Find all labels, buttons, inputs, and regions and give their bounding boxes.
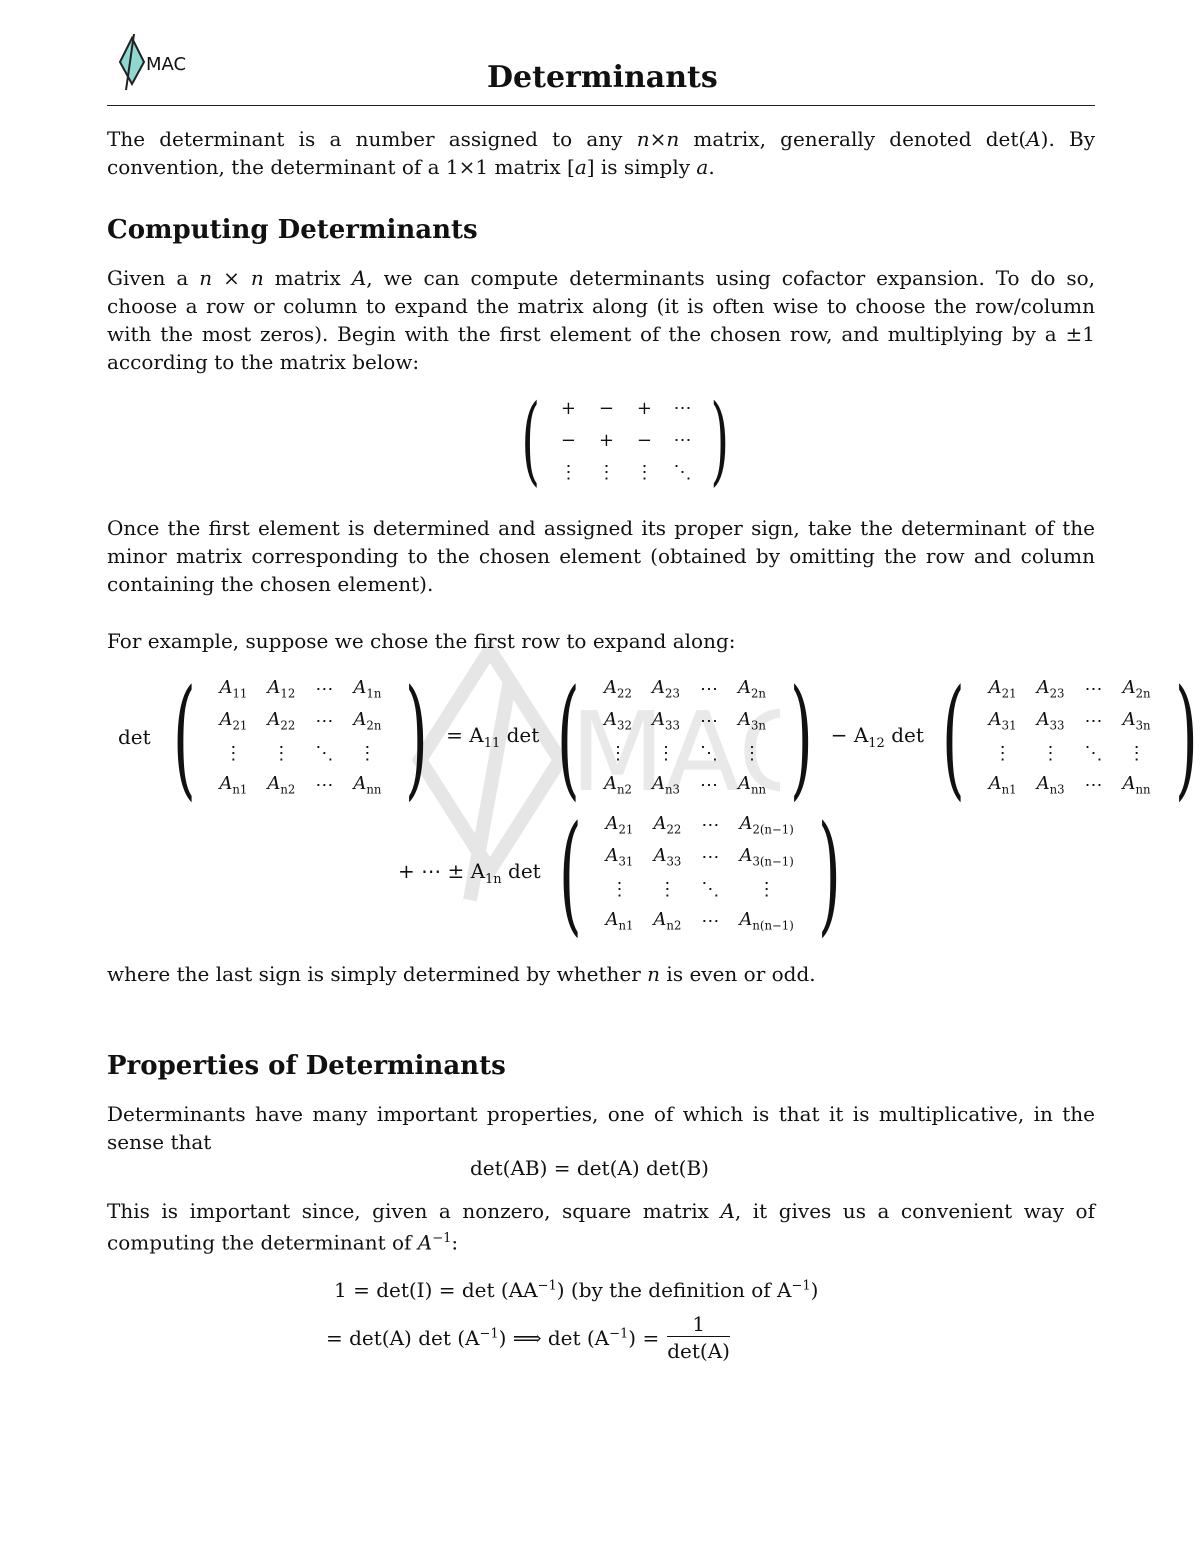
section2-paragraph-2: This is important since, given a nonzero, square matrix A, it gives us a convenient way of computing the determinant of $A^{-1}$: — [107, 1199, 1095, 1255]
matrix-row — [209, 769, 391, 801]
matrix-cell: $A_{n1}$ — [605, 909, 634, 933]
matrix-row — [549, 392, 701, 424]
matrix-cell: ⋯ — [1084, 710, 1103, 732]
matrix-cell: $A_{3(n-1)}$ — [739, 845, 794, 869]
matrix-cell: ⋮ — [658, 878, 677, 900]
section1-paragraph-4: where the last sign is simply determined by whether n is even or odd. — [107, 962, 816, 986]
matrix-cell: $A_{12}$ — [267, 677, 296, 701]
matrix-cell: ⋯ — [699, 710, 718, 732]
matrix-cell: $A_{21}$ — [605, 813, 634, 837]
matrix-cell: ⋯ — [315, 678, 334, 700]
sign-matrix-table — [549, 392, 701, 488]
inverse-equation-line-2: = det(A) $\det (A^{-1})$ ⟹ $\det (A^{-1})$ = 1 det(A) — [326, 1312, 730, 1363]
matrix-cell: $A_{2n}$ — [353, 709, 382, 733]
matrix-cell: ⋯ — [701, 846, 720, 868]
fraction — [667, 1312, 730, 1363]
matrix-cell: $A_{3n}$ — [1122, 709, 1151, 733]
matrix-cell: ⋮ — [757, 878, 776, 900]
matrix-cell: $A_{33}$ — [653, 845, 682, 869]
matrix-cell: $A_{n(n-1)}$ — [739, 909, 794, 933]
matrix-cell: ⋯ — [673, 397, 692, 419]
matrix-cell: $A_{31}$ — [988, 709, 1017, 733]
matrix-cell: ⋱ — [1084, 742, 1103, 764]
matrix-cell: $A_{1n}$ — [353, 677, 382, 701]
matrix-cell: $A_{n2}$ — [267, 773, 296, 797]
matrix-row — [549, 424, 701, 456]
page-title: Determinants — [487, 60, 718, 95]
fraction-numerator: 1 — [692, 1312, 705, 1336]
matrix-cell: ⋯ — [699, 678, 718, 700]
matrix-cell: ⋯ — [315, 774, 334, 796]
matrix-cell: + — [560, 397, 576, 419]
matrix-row — [595, 905, 803, 937]
matrix-row — [595, 873, 803, 905]
matrix-cell: ⋮ — [742, 742, 761, 764]
matrix-cell: $A_{33}$ — [652, 709, 680, 733]
multiplicative-equation: det(AB) = det(A) det(B) — [470, 1156, 709, 1180]
matrix-row — [979, 705, 1161, 737]
matrix-cell: $A_{22}$ — [653, 813, 682, 837]
intro-paragraph: The determinant is a number assigned to any n×n matrix, generally denoted det(A). By convention, the determinant of a 1×1 matrix [a] is simply a. — [107, 127, 1096, 179]
matrix-cell: $A_{nn}$ — [737, 773, 766, 797]
matrix-cell: $A_{nn}$ — [1122, 773, 1151, 797]
matrix-row — [209, 673, 391, 705]
matrix-cell: − — [560, 429, 576, 451]
matrix-cell: $A_{n3}$ — [651, 773, 680, 797]
matrix-cell: + — [636, 397, 652, 419]
matrix-cell: ⋯ — [699, 774, 718, 796]
matrix-cell: $A_{32}$ — [604, 709, 632, 733]
matrix-cell: ⋯ — [1084, 678, 1103, 700]
matrix-cell: ⋮ — [358, 742, 377, 764]
matrix-cell: ⋮ — [608, 742, 627, 764]
matrix-cell: + — [598, 429, 614, 451]
matrix-cell: $A_{21}$ — [219, 709, 248, 733]
matrix-row — [979, 769, 1161, 801]
matrix-cell: ⋯ — [315, 710, 334, 732]
matrix-cell: ⋮ — [1127, 742, 1146, 764]
matrix-cell: $A_{2(n-1)}$ — [739, 813, 794, 837]
matrix-cell: ⋮ — [559, 461, 578, 483]
matrix-cell: ⋮ — [1041, 742, 1060, 764]
matrix-row — [979, 737, 1161, 769]
matrix-row — [595, 841, 803, 873]
matrix-row — [209, 737, 391, 769]
matrix-cell: $A_{33}$ — [1036, 709, 1065, 733]
inverse-equation-line-1: $1 = \det(I) = \det (AA^{-1})$ (by the definition of $A^{-1}$) — [334, 1278, 819, 1302]
sign-matrix: ( + − + ⋯ − + − ⋯ ⋮ ⋮ ⋮ ⋱ ) — [521, 384, 730, 496]
matrix-cell: $A_{22}$ — [267, 709, 296, 733]
matrix-cell: ⋱ — [701, 878, 720, 900]
matrix-cell: ⋯ — [673, 429, 692, 451]
matrix-cell: $A_{2n}$ — [1122, 677, 1151, 701]
matrix-cell: $A_{21}$ — [988, 677, 1017, 701]
section2-paragraph-1: Determinants have many important properties, one of which is that it is multiplicative, in the sense that — [107, 1102, 1095, 1154]
header-rule — [107, 105, 1095, 106]
section1-paragraph-2: Once the first element is determined and assigned its proper sign, take the determinant of the minor matrix corresponding to the chosen element (obtained by omitting the row and column containing the chosen element). — [107, 516, 1095, 596]
matrix-cell: $A_{11}$ — [219, 677, 248, 701]
matrix-cell: $A_{n1}$ — [988, 773, 1017, 797]
matrix-cell: $A_{23}$ — [1036, 677, 1065, 701]
matrix-cell: ⋮ — [597, 461, 616, 483]
matrix-cell: ⋱ — [699, 742, 718, 764]
matrix-cell: ⋮ — [993, 742, 1012, 764]
matrix-cell: $A_{n2}$ — [604, 773, 632, 797]
matrix-cell: $A_{22}$ — [604, 677, 632, 701]
matrix-cell: ⋯ — [701, 910, 720, 932]
matrix-cell: $A_{3n}$ — [737, 709, 766, 733]
matrix-cell: $A_{23}$ — [652, 677, 680, 701]
matrix-cell: ⋮ — [635, 461, 654, 483]
cofactor-expansion-line-1: det ( $A_{11}$ $A_{12}$ ⋯ $A_{1n}$ $A_{21}$ $A_{22}$ ⋯ $A_{2n}$ ⋮ ⋮ ⋱ ⋮ $A_{n1}$ $A_{n2}$ ⋯ $A_{nn}$ ) = $A_{11}$ det ( $A_{22}$ $A_{23}$ ⋯ $A_{2n}$ $A_{32}$ $A_{33}$ ⋯ $A_{3n}$ ⋮ ⋮ ⋱ ⋮ $A_{n2}$ $A_{n3}$ ⋯ $A_{nn}$ ) − $A_{12}$ det ( $A_{21}$ $A_{23}$ ⋯ $A_{2n}$ $A_{31}$ $A_{33}$ ⋯ $A_{3n}$ ⋮ ⋮ ⋱ ⋮ $A_{n1}$ $A_{n3}$ ⋯ $A_{nn}$ ) — [118, 661, 1198, 813]
matrix-cell: − — [636, 429, 652, 451]
section-heading-computing: Computing Determinants — [107, 215, 478, 245]
matrix-cell: ⋯ — [701, 814, 720, 836]
matrix-row — [549, 456, 701, 488]
matrix-main — [209, 673, 391, 801]
matrix-row — [595, 809, 803, 841]
matrix-cell: $A_{n2}$ — [653, 909, 682, 933]
section1-paragraph-3: For example, suppose we chose the first row to expand along: — [107, 629, 736, 653]
matrix-cell: ⋱ — [315, 742, 334, 764]
section-heading-properties: Properties of Determinants — [107, 1051, 506, 1081]
matrix-minor-11 — [594, 673, 776, 801]
matrix-cell: $A_{2n}$ — [737, 677, 766, 701]
matrix-row — [979, 673, 1161, 705]
matrix-cell: ⋮ — [272, 742, 291, 764]
matrix-row — [594, 737, 776, 769]
matrix-cell: $A_{31}$ — [605, 845, 634, 869]
matrix-cell: $A_{n1}$ — [219, 773, 248, 797]
matrix-cell: ⋮ — [224, 742, 243, 764]
matrix-minor-1n — [595, 809, 803, 937]
matrix-row — [594, 705, 776, 737]
matrix-cell: − — [598, 397, 614, 419]
matrix-cell: ⋮ — [656, 742, 675, 764]
matrix-cell: ⋱ — [673, 461, 692, 483]
cofactor-expansion-line-2: + ⋯ ± $A_{1n}$ det ( $A_{21}$ $A_{22}$ ⋯ $A_{2(n-1)}$ $A_{31}$ $A_{33}$ ⋯ $A_{3(n-1)}$ ⋮ ⋮ ⋱ ⋮ $A_{n1}$ $A_{n2}$ ⋯ $A_{n(n-1)}$ ) — [398, 797, 841, 949]
fraction-denominator: det(A) — [667, 1336, 730, 1363]
matrix-cell: ⋯ — [1084, 774, 1103, 796]
matrix-cell: $A_{n3}$ — [1036, 773, 1065, 797]
matrix-cell: $A_{nn}$ — [353, 773, 382, 797]
matrix-minor-12 — [979, 673, 1161, 801]
det-label: det — [118, 725, 151, 749]
matrix-row — [209, 705, 391, 737]
matrix-row — [594, 673, 776, 705]
section1-paragraph-1: Given a n × n matrix A, we can compute determinants using cofactor expansion. To do so, choose a row or column to expand the matrix along (it is often wise to choose the row/column with the most zeros). Begin with the first element of the chosen row, and multiplying by a ±1 according to the matrix below: — [107, 266, 1096, 374]
matrix-cell: ⋮ — [610, 878, 629, 900]
logo-text: MAC — [146, 54, 187, 75]
matrix-row — [594, 769, 776, 801]
svg-text:MAC: MAC — [570, 688, 780, 816]
